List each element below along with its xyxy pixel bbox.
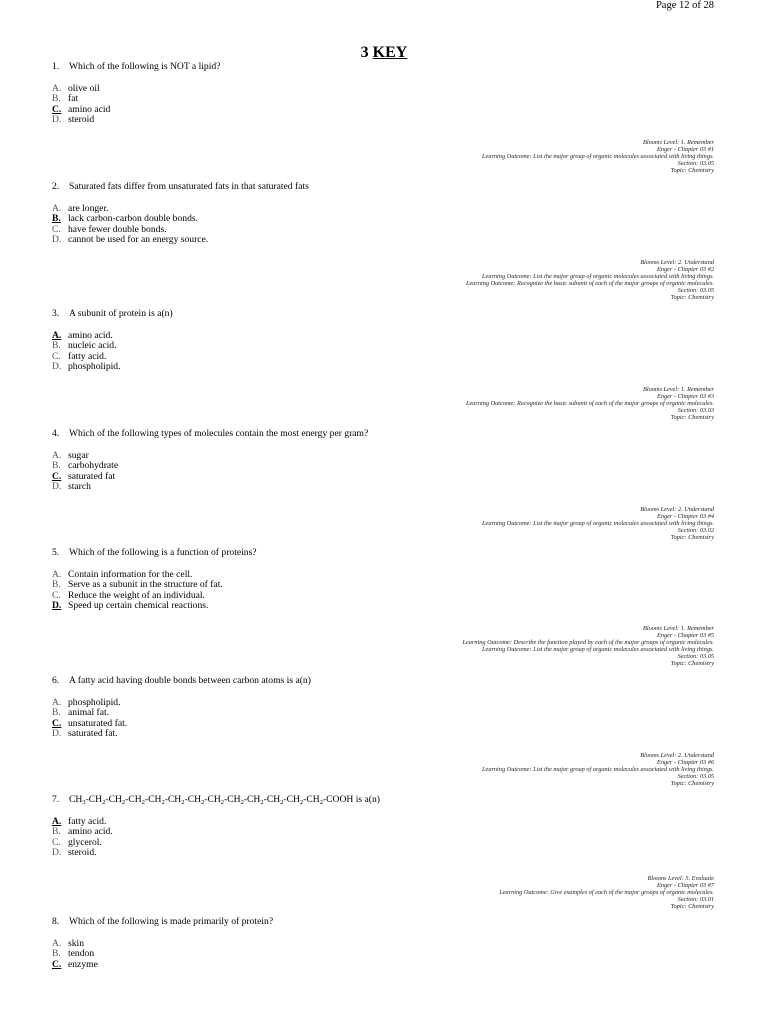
question — [52, 62, 720, 126]
option-text: phospholipid. — [68, 361, 121, 373]
question-text: Which of the following types of molecules contain the most energy per gram? — [69, 428, 369, 439]
answer-option — [52, 939, 720, 950]
option-text: olive oil — [68, 82, 100, 94]
option-letter: D. — [52, 361, 62, 373]
option-text: phospholipid. — [68, 696, 121, 708]
metadata-line: Enger - Chapter 03 #7 — [656, 882, 714, 890]
option-text: have fewer double bonds. — [68, 223, 167, 235]
question-stem — [52, 182, 720, 193]
option-text: cannot be used for an energy source. — [68, 234, 209, 246]
chemical-formula: $CH_3-CH_2-CH_2-CH_2-CH_2-CH_2-CH_2-CH_2-CH_2-CH_2-CH_2-CH_2-CH_2$-COOH is a(n) — [69, 794, 380, 806]
answer-option — [52, 115, 720, 126]
answer-option — [52, 331, 720, 342]
question-stem — [52, 548, 720, 559]
option-letter: A. — [52, 202, 62, 214]
page-number: Page 12 of 28 — [655, 0, 714, 11]
question-number: 8. — [52, 916, 60, 927]
answer-option — [52, 708, 720, 719]
option-text: tendon — [68, 948, 95, 960]
option-letter: D. — [52, 234, 62, 246]
question-stem — [52, 917, 720, 928]
answer-option — [52, 461, 720, 472]
metadata-line: Section: 03.02 — [677, 527, 714, 535]
answer-option — [52, 451, 720, 462]
question-metadata — [482, 139, 714, 174]
question-stem — [52, 62, 720, 73]
option-text: carbohydrate — [68, 460, 119, 472]
answer-options — [52, 817, 720, 859]
option-text: Speed up certain chemical reactions. — [68, 600, 209, 612]
correct-answer-letter: B. — [52, 213, 61, 225]
option-letter: B. — [52, 826, 61, 838]
option-text: fat — [68, 93, 79, 105]
option-letter: D. — [52, 728, 62, 740]
metadata-line: Learning Outcome: Describe the function played by each of the major groups of organic molecules. — [462, 639, 714, 647]
correct-answer-letter: C. — [52, 103, 62, 115]
option-text: animal fat. — [68, 707, 110, 719]
option-letter: B. — [52, 93, 61, 105]
option-letter: C. — [52, 350, 61, 362]
question — [52, 309, 720, 373]
question — [52, 795, 720, 859]
question — [52, 548, 720, 612]
option-letter: A. — [52, 937, 62, 949]
metadata-line: Blooms Level: 1. Remember — [643, 386, 714, 393]
question-stem — [52, 429, 720, 440]
question-number: 5. — [52, 547, 60, 558]
metadata-line: Section: 03.05 — [677, 287, 714, 295]
option-text: Serve as a subunit in the structure of fat. — [68, 579, 223, 591]
question-stem — [52, 676, 720, 687]
question-metadata — [466, 259, 714, 302]
metadata-line: Section: 03.03 — [677, 407, 714, 415]
metadata-line: Learning Outcome: Recognize the basic subunit of each of the major groups of organic molecules. — [465, 400, 714, 408]
option-letter: C. — [52, 589, 61, 601]
answer-option — [52, 94, 720, 105]
question-text: A fatty acid having double bonds between carbon atoms is a(n) — [69, 675, 311, 686]
metadata-line: Topic: Chemistry — [670, 167, 714, 175]
question-number: 4. — [52, 428, 60, 439]
option-text: saturated fat. — [68, 728, 118, 740]
option-letter: A. — [52, 449, 62, 461]
metadata-line: Blooms Level: 5. Evaluate — [647, 875, 714, 882]
answer-options — [52, 939, 720, 971]
question-number: 7. — [52, 794, 60, 805]
metadata-line: Enger - Chapter 03 #2 — [656, 266, 714, 274]
answer-option — [52, 482, 720, 493]
option-letter: D. — [52, 481, 62, 493]
option-letter: B. — [52, 948, 61, 960]
title-number: 3 — [360, 44, 369, 61]
metadata-line: Learning Outcome: List the major group of organic molecules associated with living things. — [482, 766, 714, 774]
question-text: Which of the following is a function of proteins? — [69, 547, 257, 558]
metadata-line: Topic: Chemistry — [670, 780, 714, 788]
metadata-line: Learning Outcome: List the major group of organic molecules associated with living things. — [482, 273, 714, 281]
answer-option — [52, 817, 720, 828]
question-number: 3. — [52, 308, 60, 319]
answer-options — [52, 84, 720, 126]
answer-options — [52, 451, 720, 493]
option-text: unsaturated fat. — [68, 717, 128, 729]
metadata-line: Topic: Chemistry — [670, 903, 714, 911]
question-stem — [52, 795, 720, 806]
answer-option — [52, 105, 720, 116]
option-letter: A. — [52, 568, 62, 580]
answer-options — [52, 570, 720, 612]
metadata-line: Section: 03.01 — [677, 896, 714, 904]
question — [52, 429, 720, 493]
metadata-line: Topic: Chemistry — [670, 294, 714, 302]
question-metadata — [499, 875, 714, 910]
metadata-line: Blooms Level: 1. Remember — [643, 625, 714, 632]
metadata-line: Blooms Level: 2. Understand — [640, 259, 714, 266]
option-text: nucleic acid. — [68, 340, 117, 352]
metadata-line: Enger - Chapter 03 #5 — [656, 632, 714, 640]
question-metadata — [462, 625, 714, 668]
answer-option — [52, 84, 720, 95]
option-text: enzyme — [68, 958, 98, 970]
metadata-line: Enger - Chapter 03 #3 — [656, 393, 714, 401]
question-metadata — [466, 386, 714, 421]
option-text: amino acid. — [68, 329, 113, 341]
answer-option — [52, 362, 720, 373]
option-letter: A. — [52, 82, 62, 94]
option-text: steroid — [68, 114, 95, 126]
metadata-line: Learning Outcome: List the major group of organic molecules associated with living things. — [482, 153, 714, 161]
question-metadata — [482, 506, 714, 541]
answer-option — [52, 949, 720, 960]
metadata-line: Section: 03.05 — [677, 773, 714, 781]
option-letter: D. — [52, 847, 62, 859]
metadata-line: Enger - Chapter 03 #1 — [656, 146, 714, 154]
correct-answer-letter: D. — [52, 600, 62, 612]
question-text: Which of the following is made primarily of protein? — [69, 916, 274, 927]
answer-options — [52, 698, 720, 740]
metadata-line: Learning Outcome: List the major group of organic molecules associated with living things. — [482, 646, 714, 654]
title-key: KEY — [372, 44, 408, 61]
option-text: are longer. — [68, 202, 109, 214]
option-letter: B. — [52, 579, 61, 591]
answer-option — [52, 352, 720, 363]
option-text: steroid. — [68, 847, 97, 859]
answer-option — [52, 235, 720, 246]
answer-option — [52, 341, 720, 352]
answer-option — [52, 960, 720, 971]
answer-option — [52, 698, 720, 709]
option-text: starch — [68, 481, 91, 493]
option-text: lack carbon-carbon double bonds. — [68, 213, 199, 225]
answer-option — [52, 827, 720, 838]
answer-options — [52, 331, 720, 373]
question-text: A subunit of protein is a(n) — [69, 308, 173, 319]
metadata-line: Learning Outcome: List the major group of organic molecules associated with living things. — [482, 520, 714, 528]
metadata-line: Topic: Chemistry — [670, 534, 714, 542]
option-text: amino acid. — [68, 826, 113, 838]
option-letter: B. — [52, 340, 61, 352]
metadata-line: Section: 03.05 — [677, 160, 714, 168]
question-number: 1. — [52, 61, 60, 72]
option-letter: C. — [52, 836, 61, 848]
metadata-line: Blooms Level: 2. Understand — [640, 752, 714, 759]
question — [52, 917, 720, 970]
option-letter: A. — [52, 696, 62, 708]
option-letter: B. — [52, 707, 61, 719]
correct-answer-letter: C. — [52, 717, 62, 729]
option-text: fatty acid. — [68, 350, 107, 362]
question-text: Saturated fats differ from unsaturated fats in that saturated fats — [69, 181, 309, 192]
answer-option — [52, 472, 720, 483]
option-text: Reduce the weight of an individual. — [68, 589, 205, 601]
metadata-line: Learning Outcome: Give examples of each of the major groups of organic molecules. — [499, 889, 714, 897]
metadata-line: Blooms Level: 1. Remember — [643, 139, 714, 146]
question-number: 2. — [52, 181, 60, 192]
option-letter: D. — [52, 114, 62, 126]
correct-answer-letter: C. — [52, 958, 62, 970]
answer-option — [52, 729, 720, 740]
correct-answer-letter: A. — [52, 329, 62, 341]
question-metadata — [482, 752, 714, 787]
option-text: saturated fat — [68, 470, 116, 482]
option-text: amino acid — [68, 103, 111, 115]
metadata-line: Learning Outcome: Recognize the basic subunit of each of the major groups of organic molecules. — [465, 280, 714, 288]
page-title — [0, 44, 768, 62]
question — [52, 182, 720, 246]
question — [52, 676, 720, 740]
option-text: Contain information for the cell. — [68, 568, 193, 580]
metadata-line: Topic: Chemistry — [670, 414, 714, 422]
metadata-line: Enger - Chapter 03 #4 — [656, 513, 714, 521]
metadata-line: Topic: Chemistry — [670, 660, 714, 668]
option-text: skin — [68, 937, 84, 949]
option-text: fatty acid. — [68, 815, 107, 827]
option-letter: B. — [52, 460, 61, 472]
answer-option — [52, 848, 720, 859]
correct-answer-letter: C. — [52, 470, 62, 482]
answer-option — [52, 719, 720, 730]
answer-option — [52, 838, 720, 849]
correct-answer-letter: A. — [52, 815, 62, 827]
option-text: sugar — [68, 449, 89, 461]
question-text: Which of the following is NOT a lipid? — [69, 61, 221, 72]
metadata-line: Enger - Chapter 03 #6 — [656, 759, 714, 767]
option-letter: C. — [52, 223, 61, 235]
metadata-line: Blooms Level: 2. Understand — [640, 506, 714, 513]
question-stem — [52, 309, 720, 320]
question-number: 6. — [52, 675, 60, 686]
answer-options — [52, 204, 720, 246]
metadata-line: Section: 03.05 — [677, 653, 714, 661]
option-text: glycerol. — [68, 836, 102, 848]
answer-option — [52, 601, 720, 612]
